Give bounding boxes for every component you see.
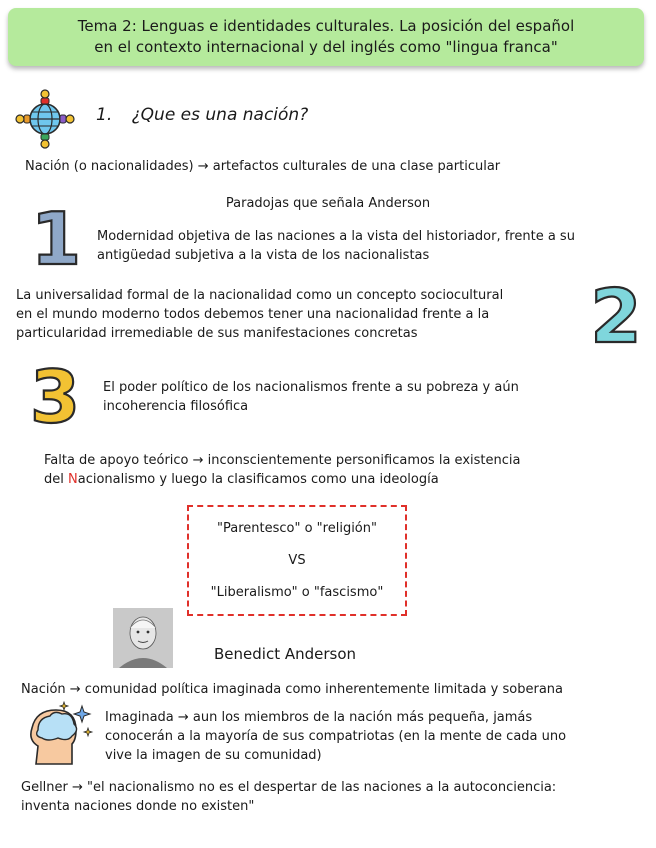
section-title-text: ¿Que es una nación?: [131, 105, 309, 125]
author-name: Benedict Anderson: [214, 645, 357, 663]
number-one-glyph: 1: [30, 200, 82, 272]
thinking-head-icon: [24, 700, 96, 768]
theory-line-2-post: acionalismo y luego la clasificamos como una ideología: [77, 472, 439, 487]
header-line-2: en el contexto internacional y del inglés como "lingua franca": [94, 38, 558, 56]
section-number: 1.: [96, 105, 113, 125]
paradox-3-text: [103, 378, 519, 416]
intro-text: Nación (o nacionalidades) → artefactos culturales de una clase particular: [25, 159, 501, 174]
theory-text: [44, 451, 520, 489]
paradox-2-line-2: en el mundo moderno todos debemos tener una nacionalidad frente a la: [16, 307, 490, 322]
theory-line-2: [44, 470, 520, 489]
number-three-glyph: 3: [29, 358, 81, 430]
paradox-3-line-1: El poder político de los nacionalismos frente a su pobreza y aún: [103, 380, 519, 395]
paradox-1-line-2: antigüedad subjetiva a la vista de los nacionalistas: [97, 248, 430, 263]
definition-text: Nación → comunidad política imaginada como inherentemente limitada y soberana: [21, 682, 563, 697]
paradox-1-line-1: Modernidad objetiva de las naciones a la vista del historiador, frente a su: [97, 229, 575, 244]
globe-people-icon: [12, 86, 78, 152]
paradox-1-text: [97, 227, 575, 265]
comparison-a: "Parentesco" o "religión": [217, 521, 377, 537]
header-line-1: Tema 2: Lenguas e identidades culturales. La posición del español: [77, 17, 575, 35]
number-one-graphic: [30, 200, 82, 272]
imagined-line-2: conocerán a la mayoría de sus compatriotas (en la mente de cada uno: [105, 729, 567, 744]
number-two-graphic: [586, 276, 646, 350]
paradox-2-line-1: La universalidad formal de la nacionalidad como un concepto sociocultural: [16, 288, 504, 303]
imagined-line-1: Imaginada → aun los miembros de la nación más pequeña, jamás: [105, 710, 533, 725]
comparison-b: "Liberalismo" o "fascismo": [210, 584, 384, 600]
theory-line-1: Falta de apoyo teórico → inconscientemente personificamos la existencia: [44, 453, 521, 468]
imagined-text: [105, 708, 566, 765]
theory-line-2-pre: del: [44, 472, 68, 487]
gellner-line-1: Gellner → "el nacionalismo no es el despertar de las naciones a la autoconciencia:: [21, 780, 557, 795]
number-two-glyph: 2: [590, 276, 642, 350]
gellner-line-2: inventa naciones donde no existen": [21, 799, 255, 814]
paradox-2-line-3: particularidad irremediable de sus manifestaciones concretas: [16, 326, 418, 341]
page-header: [8, 8, 644, 66]
paradox-2-text: [16, 286, 503, 343]
comparison-vs: VS: [288, 552, 306, 568]
number-three-graphic: [26, 358, 84, 430]
paradoxes-heading: Paradojas que señala Anderson: [225, 196, 431, 211]
imagined-line-3: vive la imagen de su comunidad): [105, 748, 322, 763]
section-title: [96, 105, 308, 125]
author-portrait: [113, 608, 173, 668]
gellner-quote: [21, 778, 556, 816]
paradox-3-line-2: incoherencia filosófica: [103, 399, 249, 414]
comparison-box: [187, 505, 407, 616]
theory-red-letter: N: [68, 472, 78, 487]
